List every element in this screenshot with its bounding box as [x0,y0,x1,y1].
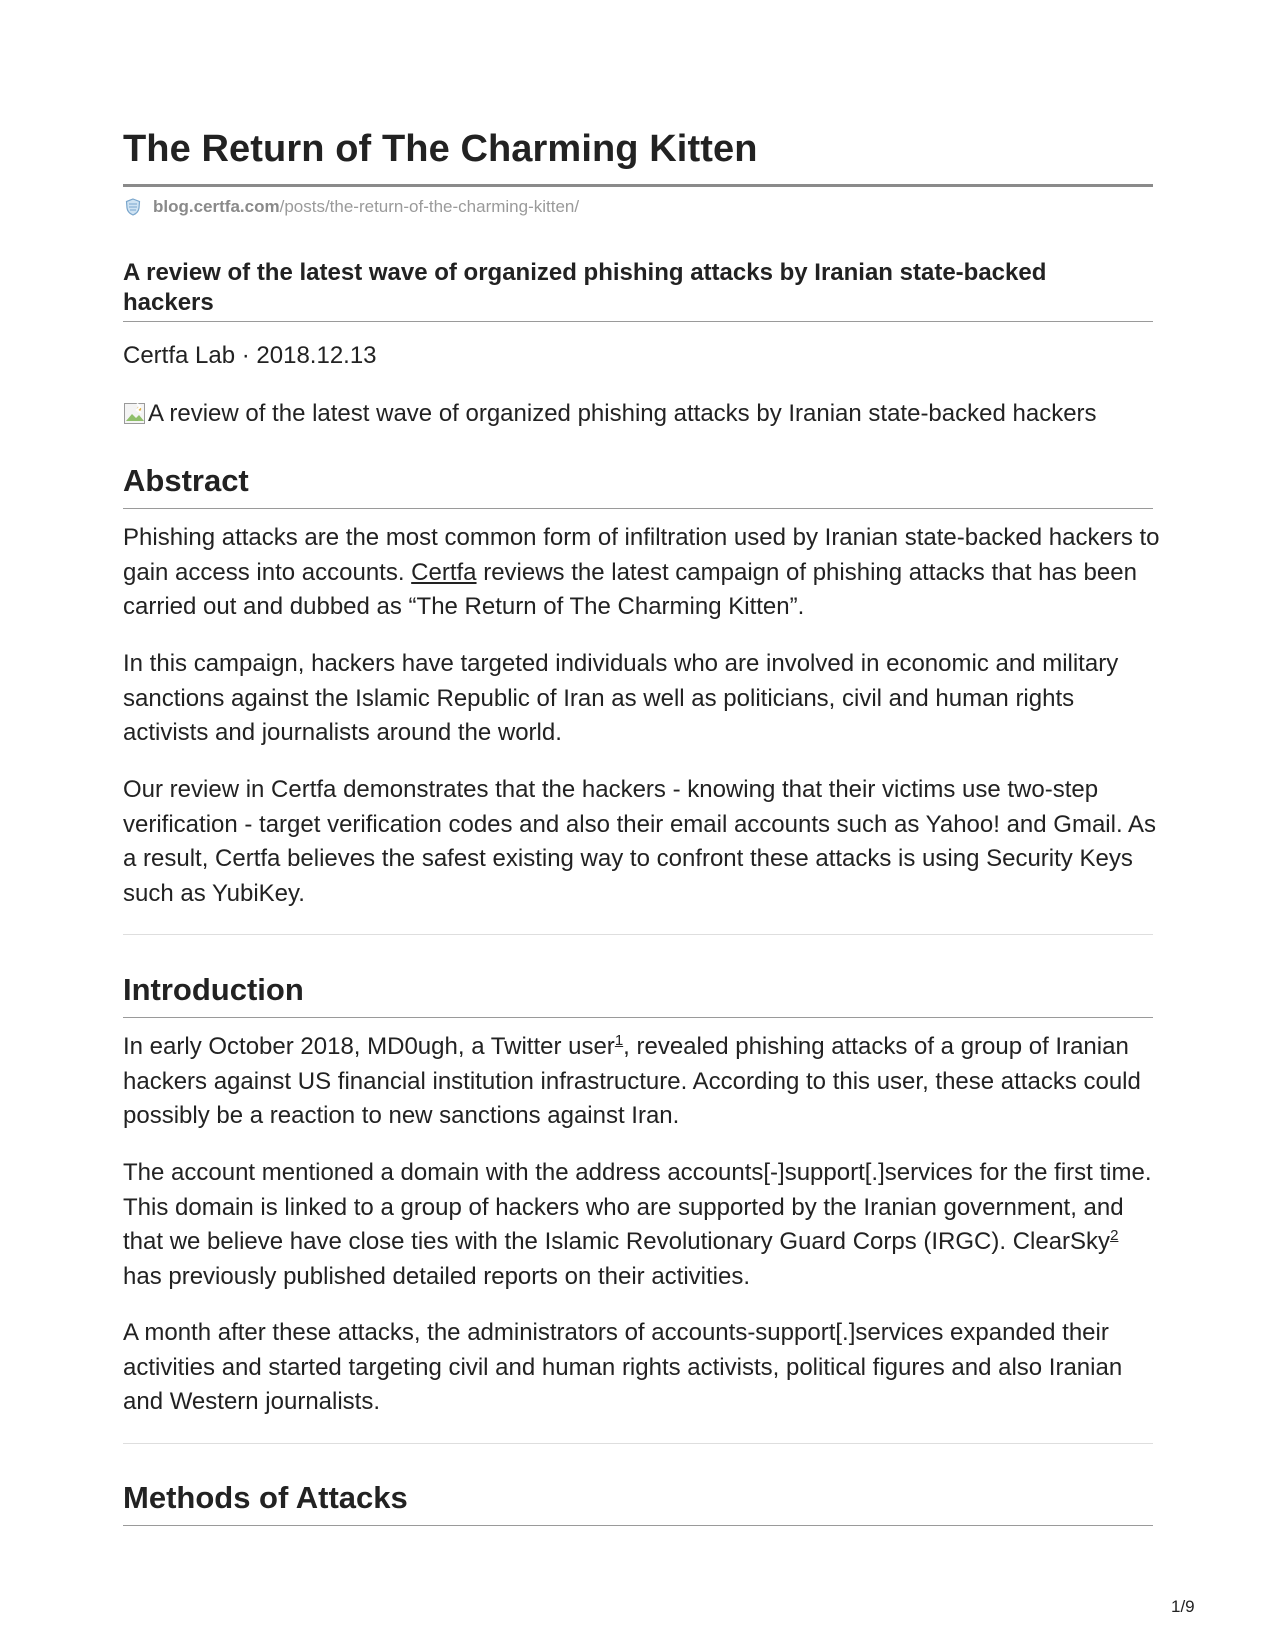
shield-favicon-icon [125,198,141,216]
author-name: Certfa Lab [123,342,236,369]
article-title: The Return of The Charming Kitten [123,128,758,170]
intro-p2-text: The account mentioned a domain with the address accounts[-]support[.]services for the first time. This domain is linked to a group of hackers who are supported by the Iranian government, and that we believe have close ties with the Islamic Revolutionary Guard Corps (IRGC). ClearSky [123,1159,1152,1255]
byline-separator: · [235,342,257,369]
abstract-p1-text-cont: reviews the latest campaign of phishing attacks that has been carried out and dubbed as “The Return of The Charming Kitten”. [123,558,1137,620]
abstract-paragraph-2: In this campaign, hackers have targeted individuals who are involved in economic and military sanctions against the Islamic Republic of Iran as well as politicians, civil and human rights activists and journalists around the world. [123,650,1119,746]
abstract-heading: Abstract [123,463,249,498]
certfa-link[interactable]: Certfa [411,558,477,586]
page-number: 1/9 [1171,1597,1195,1616]
abstract-heading-divider [123,508,1153,509]
source-path[interactable]: /posts/the-return-of-the-charming-kitten/ [279,197,580,216]
methods-heading-divider [123,1525,1153,1526]
article-subtitle: A review of the latest wave of organized phishing attacks by Iranian state-backed hackers [123,259,1047,316]
source-url[interactable] [125,197,579,217]
publish-date: 2018.12.13 [256,342,377,369]
introduction-heading-divider [123,1017,1153,1018]
footnote-ref-1 [615,1032,623,1049]
introduction-paragraph-3: A month after these attacks, the administrators of accounts-support[.]services expanded their activities and started targeting civil and human rights activists, political figures and also Iranian and Western journalists. [123,1319,1123,1415]
section-divider-2 [123,1443,1153,1444]
byline [123,342,377,370]
title-divider [123,184,1153,187]
introduction-paragraph-2 [123,1156,1163,1294]
methods-heading: Methods of Attacks [123,1480,408,1515]
introduction-paragraph-1 [123,1030,1163,1134]
subtitle-divider [123,321,1153,322]
section-divider-1 [123,934,1153,935]
abstract-paragraph-1 [123,521,1163,625]
introduction-heading: Introduction [123,972,304,1007]
abstract-p1-text: Phishing attacks are the most common form of infiltration used by Iranian state-backed hackers to gain access into accounts. [123,524,1160,586]
header-image-placeholder [123,400,1097,428]
abstract-paragraph-3: Our review in Certfa demonstrates that the hackers - knowing that their victims use two-step verification - target verification codes and also their email accounts such as Yahoo! and Gmail. As a result, Certfa believes the safest existing way to confront these attacks is using Security Keys such as YubiKey. [123,776,1156,907]
image-alt-text: A review of the latest wave of organized phishing attacks by Iranian state-backed hackers [148,400,1097,427]
source-domain[interactable]: blog.certfa.com [153,197,280,216]
broken-image-icon [123,402,147,426]
intro-p2-text-cont: has previously published detailed reports on their activities. [123,1262,751,1290]
footnote-link-1[interactable]: 1 [614,1032,624,1049]
intro-p1-text-cont: , revealed phishing attacks of a group of Iranian hackers against US financial institution infrastructure. According to this user, these attacks could possibly be a reaction to new sanctions against Iran. [123,1033,1141,1129]
footnote-ref-2 [1110,1227,1118,1244]
footnote-link-2[interactable]: 2 [1110,1227,1119,1244]
intro-p1-text: In early October 2018, MD0ugh, a Twitter user [123,1033,615,1060]
